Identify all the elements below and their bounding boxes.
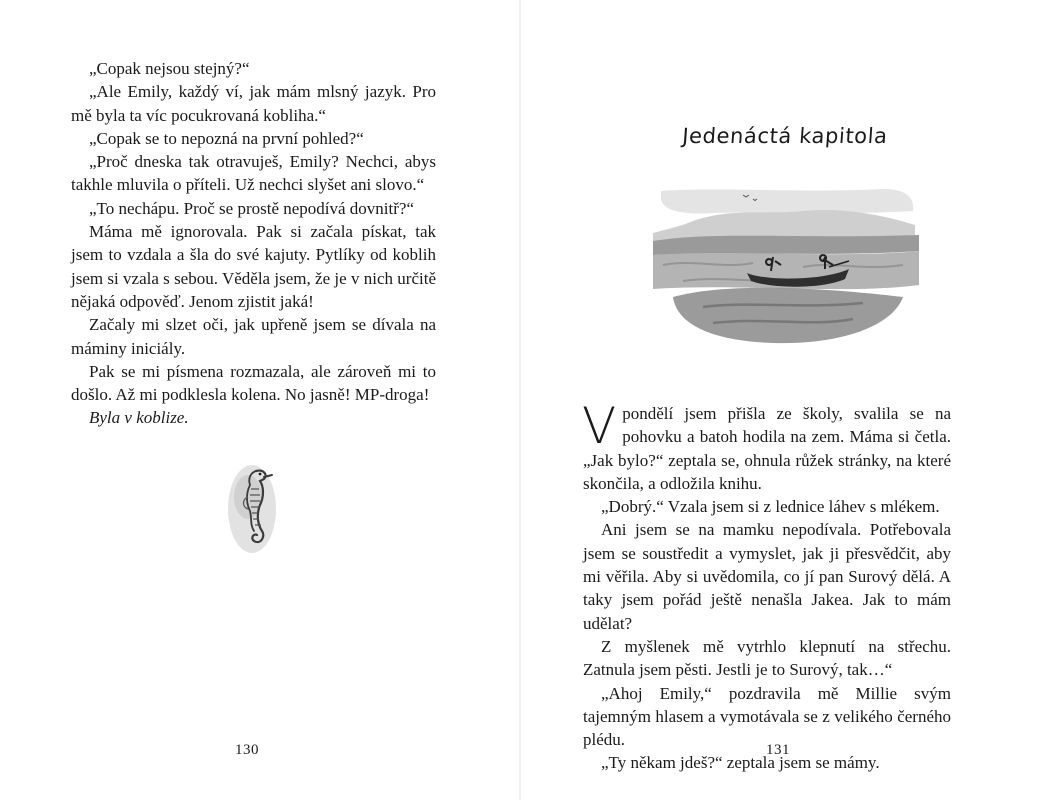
paragraph: „Ahoj Emily,“ pozdravila mě Millie svým tajemným hlasem a vymotávala se z velikého černého plédu. [583,683,951,750]
paragraph: „Dobrý.“ Vzala jsem si z lednice láhev s mlékem. [601,497,940,517]
left-page [0,0,520,800]
paragraph: Z myšlenek mě vytrhlo klepnutí na střechu. Zatnula jsem pěsti. Jestli je to Surový, tak…“ [583,636,951,680]
paragraph: „To nechápu. Proč se prostě nepodívá dovnitř?“ [89,198,415,218]
paragraph: Ani jsem se na mamku nepodívala. Potřebovala jsem se soustředit a vymyslet, jak ji přesvědčit, aby mi věřila. Aby si uvědomila, co jí pan Surový dělá. A taky jsem pořád ještě nenašla Jakea. Jak to mám udělat? [583,520,951,633]
page-number: 131 [766,742,790,758]
paragraph: „Copak nejsou stejný?“ [89,59,250,78]
chapter-title: Jedenáctá kapitola [681,124,889,148]
boat-on-sea-illustration [653,185,919,350]
seahorse-icon [220,457,284,557]
right-page-text [582,397,951,775]
paragraph: „Proč dneska tak otravuješ, Emily? Nechci, abys takhle mluvila o příteli. Už nechci slyšet ani slovo.“ [71,152,436,195]
paragraph: „Ty někam jdeš?“ zeptala jsem se mámy. [601,753,880,773]
paragraph: Pak se mi písmena rozmazala, ale zároveň mi to došlo. Až mi podklesla kolena. No jasně! MP-droga! [71,361,436,405]
paragraph: Začaly mi slzet oči, jak upřeně jsem se dívala na máminy iniciály. [71,315,436,358]
left-page-text [71,57,436,430]
paragraph-first-text: pondělí jsem přišla ze školy, svalila se na pohovku a batoh hodila na zem. Máma si četla. „Jak bylo?“ zeptala se, ohnula růžek stránky, na které skončila, a odložila knihu. [583,404,951,493]
right-page [520,0,1041,800]
drop-cap: V [582,397,617,455]
paragraph: „Ale Emily, každý ví, jak mám mlsný jazyk. Pro mě byla ta víc pocukrovaná kobliha.“ [71,82,436,125]
paragraph-first [582,397,951,495]
page-number: 130 [235,742,259,758]
paragraph: Máma mě ignorovala. Pak si začala pískat, tak jsem to vzdala a šla do své kajuty. Pytlíky od koblih jsem si vzala s sebou. Věděla jsem, že je v nich určitě nějaká odpověď. Jenom zjistit jaká! [71,222,436,311]
paragraph-italic: Byla v koblize. [89,408,189,428]
paragraph: „Copak se to nepozná na první pohled?“ [89,128,364,148]
